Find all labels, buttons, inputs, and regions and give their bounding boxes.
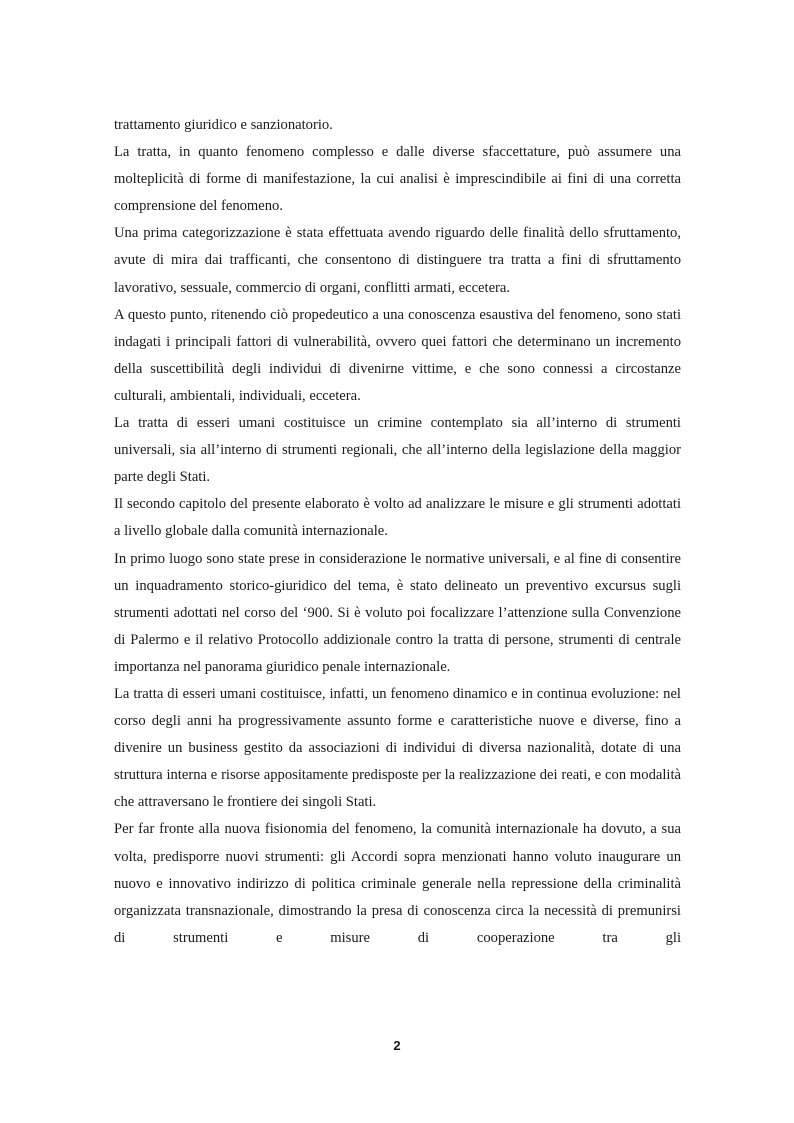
paragraph: La tratta di esseri umani costituisce, infatti, un fenomeno dinamico e in continua evoluzione: nel corso degli anni ha progressivamente assunto forme e caratteristiche nuove e diverse, fino a divenire un business gestito da associazioni di individui di diversa nazionalità, dotate di una struttura interna e risorse appositamente predisposte per la realizzazione dei reati, e con modalità che attraversano le frontiere dei singoli Stati. xyxy=(114,685,681,811)
page-number: 2 xyxy=(393,1038,401,1053)
paragraph: Per far fronte alla nuova fisionomia del fenomeno, la comunità internazionale ha dovuto, a sua volta, predisporre nuovi strumenti: gli Accordi sopra menzionati hanno voluto inaugurare un nuovo e innovativo indirizzo di politica criminale generale nella repressione della criminalità organizzata transnazionale, dimostrando la presa di conoscenza circa la necessità di premunirsi di strumenti e misure di cooperazione tra gli xyxy=(114,821,681,946)
paragraph: A questo punto, ritenendo ciò propedeutico a una conoscenza esaustiva del fenomeno, sono stati indagati i principali fattori di vulnerabilità, ovvero quei fattori che determinano un incremento della suscettibilità degli individui di divenirne vittime, e che sono connessi a circostanze culturali, ambientali, individuali, eccetera. xyxy=(114,306,681,404)
paragraph: La tratta, in quanto fenomeno complesso e dalle diverse sfaccettature, può assumere una molteplicità di forme di manifestazione, la cui analisi è imprescindibile ai fini di una corretta comprensione del fenomeno. xyxy=(114,144,681,215)
paragraph: La tratta di esseri umani costituisce un crimine contemplato sia all’interno di strumenti universali, sia all’interno di strumenti regionali, che all’interno della legislazione della maggior parte degli Stati. xyxy=(114,415,681,486)
paragraph: trattamento giuridico e sanzionatorio. xyxy=(114,117,333,133)
paragraph: In primo luogo sono state prese in considerazione le normative universali, e al fine di consentire un inquadramento storico-giuridico del tema, è stato delineato un preventivo excursus sugli strumenti adottati nel corso del ‘900. Si è voluto poi focalizzare l’attenzione sulla Convenzione di Palermo e il relativo Protocollo addizionale contro la tratta di persone, strumenti di centrale importanza nel panorama giuridico penale internazionale. xyxy=(114,550,681,675)
body-text xyxy=(114,112,681,952)
paragraph: Una prima categorizzazione è stata effettuata avendo riguardo delle finalità dello sfruttamento, avute di mira dai trafficanti, che consentono di distinguere tra tratta a fini di sfruttamento lavorativo, sessuale, commercio di organi, conflitti armati, eccetera. xyxy=(114,225,681,296)
paragraph: Il secondo capitolo del presente elaborato è volto ad analizzare le misure e gli strumenti adottati a livello globale dalla comunità internazionale. xyxy=(114,496,681,540)
